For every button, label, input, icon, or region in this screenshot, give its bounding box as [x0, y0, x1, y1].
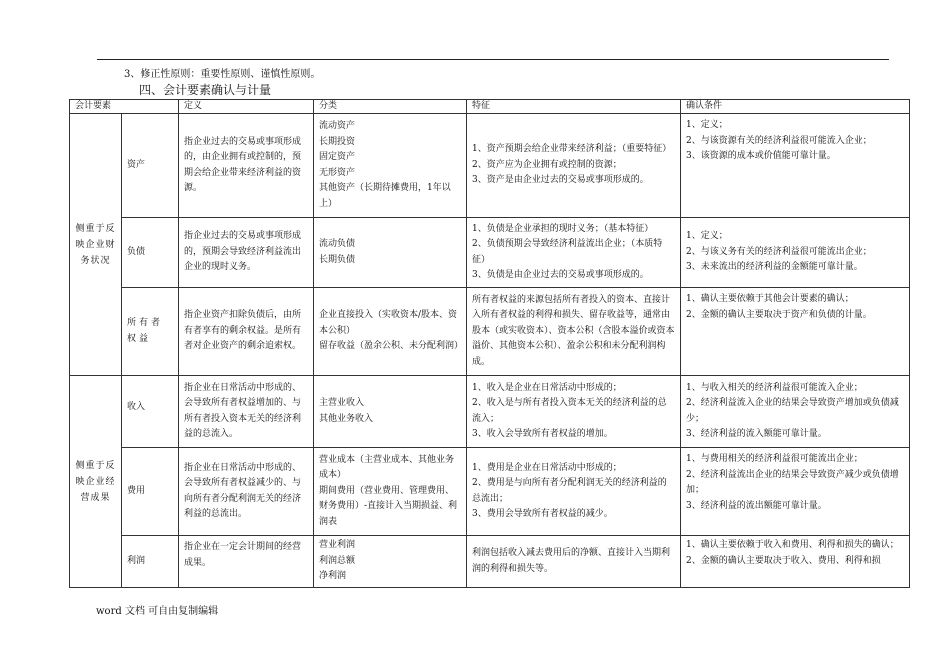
list-item: 固定资产	[319, 152, 356, 162]
list-item: 其他资产（长期待摊费用，1年以上）	[319, 183, 451, 209]
classification-cell	[314, 448, 467, 536]
list-item: 其他业务收入	[319, 413, 374, 424]
list-item: 1、确认主要依赖于收入和费用、利得和损失的确认；	[686, 540, 899, 550]
element-cell: 资产	[122, 114, 179, 218]
list-item: 企业直接投入（实收资本/股本、资本公积）	[319, 310, 458, 336]
classification-cell	[314, 536, 467, 588]
list-item: 3、费用会导致所有者权益的减少。	[472, 509, 613, 519]
footer-text: word 文档 可自由复制编辑	[96, 606, 219, 617]
list-item: 1、与费用相关的经济利益很可能流出企业；	[686, 454, 863, 464]
list-item: 2、收入是与所有者投入资本无关的经济利益的总流入；	[472, 398, 667, 424]
table-header-row	[70, 100, 910, 114]
classification-cell	[314, 114, 467, 218]
table-row	[70, 536, 910, 588]
header-element: 会计要素	[70, 100, 179, 114]
header-conditions: 确认条件	[681, 100, 910, 114]
list-item: 2、金额的确认主要取决于资产和负债的计量。	[686, 309, 872, 320]
list-item: 流动负债	[319, 239, 356, 249]
features-cell: 利润包括收入减去费用后的净额、直接计入当期利润的利得和损失等。	[467, 536, 681, 588]
category-cell: 侧重于反映企业经营成果	[70, 376, 122, 588]
conditions-cell	[681, 218, 910, 288]
conditions-cell	[681, 448, 910, 536]
header-rule	[97, 59, 889, 60]
list-item: 期间费用（营业费用、管理费用、财务费用）-直接计入当期损益、利润表	[319, 485, 458, 527]
conditions-cell	[681, 114, 910, 218]
conditions-cell	[681, 376, 910, 448]
features-cell	[467, 448, 681, 536]
classification-cell	[314, 218, 467, 288]
list-item: 2、金额的确认主要取决于收入、费用、利得和损	[686, 555, 881, 566]
list-item: 3、未来流出的经济利益的金额能可靠计量。	[686, 262, 863, 273]
definition-cell: 指企业资产扣除负债后，由所有者享有的剩余权益。是所有者对企业资产的剩余追索权。	[179, 288, 314, 376]
features-cell	[467, 114, 681, 218]
conditions-cell	[681, 288, 910, 376]
element-cell: 利润	[122, 536, 179, 588]
element-cell: 所有者权益	[122, 288, 179, 376]
features-cell	[467, 376, 681, 448]
table-row	[70, 376, 910, 448]
definition-cell: 指企业过去的交易或事项形成的，由企业拥有或控制的，预期会给企业带来经济利益的资源。	[179, 114, 314, 218]
list-item: 主营业收入	[319, 398, 365, 408]
features-cell: 所有者权益的来源包括所有者投入的资本、直接计入所有者权益的利得和损失、留存收益等，通常由股本（或实收资本）、资本公积（含股本溢价或资本溢价、其他资本公积）、盈余公积和未分配利润构成。	[467, 288, 681, 376]
definition-cell: 指企业过去的交易或事项形成的，预期会导致经济利益流出企业的现时义务。	[179, 218, 314, 288]
list-item: 长期投资	[319, 136, 356, 147]
list-item: 1、与收入相关的经济利益很可能流入企业；	[686, 382, 863, 393]
list-item: 1、定义；	[686, 120, 728, 130]
definition-cell: 指企业在一定会计期间的经营成果。	[179, 536, 314, 588]
classification-cell	[314, 288, 467, 376]
list-item: 1、资产预期会给企业带来经济利益；（重要特征）	[472, 144, 672, 155]
list-item: 1、定义；	[686, 231, 728, 242]
definition-cell: 指企业在日常活动中形成的、会导致所有者权益减少的、与向所有者分配利润无关的经济利益的总流出。	[179, 448, 314, 536]
list-item: 2、负债预期会导致经济利益流出企业；（本质特征）	[472, 239, 663, 265]
list-item: 2、经济利益流入企业的结果会导致资产增加或负债减少；	[686, 398, 899, 424]
list-item: 3、负债是由企业过去的交易或事项形成的。	[472, 270, 649, 280]
list-item: 3、资产是由企业过去的交易或事项形成的。	[472, 175, 649, 186]
list-item: 2、经济利益流出企业的结果会导致资产减少或负债增加；	[686, 469, 899, 495]
list-item: 1、收入是企业在日常活动中形成的；	[472, 382, 622, 393]
list-item: 3、经济利益的流入额能可靠计量。	[686, 429, 827, 439]
header-features: 特征	[467, 100, 681, 114]
table-row	[70, 288, 910, 376]
list-item: 净利润	[319, 571, 347, 582]
header-definition: 定义	[179, 100, 314, 114]
conditions-cell	[681, 536, 910, 588]
list-item: 营业利润	[319, 540, 356, 551]
list-item: 3、收入会导致所有者权益的增加。	[472, 429, 613, 439]
principle-note: 3、修正性原则：重要性原则、谨慎性原则。	[124, 69, 321, 80]
list-item: 长期负债	[319, 254, 356, 265]
element-cell: 收入	[122, 376, 179, 448]
classification-cell	[314, 376, 467, 448]
features-cell	[467, 218, 681, 288]
element-cell: 负债	[122, 218, 179, 288]
list-item: 2、资产应为企业拥有或控制的资源；	[472, 159, 622, 170]
list-item: 无形资产	[319, 167, 356, 178]
list-item: 利润总额	[319, 555, 356, 566]
table-row	[70, 448, 910, 536]
section-title: 四、会计要素确认与计量	[139, 83, 272, 97]
list-item: 3、经济利益的流出额能可靠计量。	[686, 500, 827, 511]
table-row	[70, 114, 910, 218]
list-item: 2、与该资源有关的经济利益很可能流入企业；	[686, 135, 872, 146]
list-item: 营业成本（主营业成本、其他业务成本）	[319, 454, 455, 481]
list-item: 2、费用是与向所有者分配利润无关的经济利益的总流出；	[472, 478, 667, 504]
list-item: 1、负债是企业承担的现时义务；（基本特征）	[472, 223, 654, 234]
accounting-elements-table	[69, 99, 910, 588]
list-item: 流动资产	[319, 121, 356, 131]
list-item: 留存收益（盈余公积、未分配利润）	[319, 341, 464, 352]
definition-cell: 指企业在日常活动中形成的、会导致所有者权益增加的、与所有者投入资本无关的经济利益的总流入。	[179, 376, 314, 448]
list-item: 1、费用是企业在日常活动中形成的；	[472, 462, 622, 473]
list-item: 2、与该义务有关的经济利益很可能流出企业；	[686, 246, 872, 257]
table-row	[70, 218, 910, 288]
list-item: 1、确认主要依赖于其他会计要素的确认；	[686, 294, 854, 304]
element-cell: 费用	[122, 448, 179, 536]
list-item: 3、该资源的成本或价值能可靠计量。	[686, 151, 836, 161]
category-cell: 侧重于反映企业财务状况	[70, 114, 122, 376]
header-classification: 分类	[314, 100, 467, 114]
